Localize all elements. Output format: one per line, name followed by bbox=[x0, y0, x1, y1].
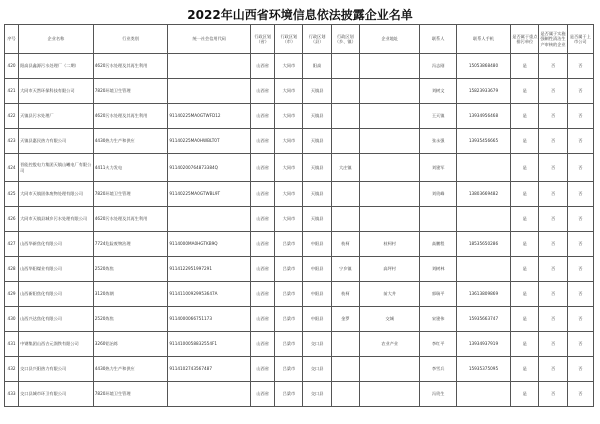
province: 山西省 bbox=[251, 129, 275, 154]
company-name: 晋能控股电力集团天镇山曦电厂有限公司 bbox=[19, 154, 94, 182]
credit-code: 9114100058832554F1 bbox=[168, 332, 251, 357]
table-row bbox=[5, 207, 594, 232]
contact-phone bbox=[456, 207, 510, 232]
address: 枝柯村 bbox=[359, 232, 420, 257]
company-name: 阳高县鑫源污水处理厂（二期） bbox=[19, 54, 94, 79]
province: 山西省 bbox=[251, 54, 275, 79]
row-number: 429 bbox=[5, 282, 19, 307]
row-number: 433 bbox=[5, 382, 19, 407]
contact-phone bbox=[456, 154, 510, 182]
clean-production-flag: 否 bbox=[539, 104, 567, 129]
contact-person: 宋建伟 bbox=[420, 307, 456, 332]
town bbox=[331, 207, 359, 232]
key-polluter-flag: 是 bbox=[511, 129, 539, 154]
company-name: 天镇县惠民热力有限公司 bbox=[19, 129, 94, 154]
table-row bbox=[5, 332, 594, 357]
table-row bbox=[5, 382, 594, 407]
clean-production-flag: 否 bbox=[539, 282, 567, 307]
clean-production-flag: 否 bbox=[539, 129, 567, 154]
address bbox=[359, 54, 420, 79]
company-name: 交口县兴阳热力有限公司 bbox=[19, 357, 94, 382]
industry-category: 4620污水处理及其再生利用 bbox=[93, 104, 168, 129]
table-row bbox=[5, 232, 594, 257]
contact-phone bbox=[456, 257, 510, 282]
clean-production-flag: 否 bbox=[539, 382, 567, 407]
company-name: 中钢集团山西吉元润铁有限公司 bbox=[19, 332, 94, 357]
county: 天镇县 bbox=[303, 154, 331, 182]
city: 吕梁市 bbox=[275, 382, 303, 407]
county: 中阳县 bbox=[303, 282, 331, 307]
header-cell: 序号 bbox=[5, 25, 19, 54]
row-number: 425 bbox=[5, 182, 19, 207]
address bbox=[359, 207, 420, 232]
clean-production-flag: 否 bbox=[539, 357, 567, 382]
header-cell: 行政区划（省） bbox=[251, 25, 275, 54]
key-polluter-flag: 是 bbox=[511, 307, 539, 332]
table-row bbox=[5, 307, 594, 332]
table-row bbox=[5, 154, 594, 182]
company-name: 交口县城市环卫有限公司 bbox=[19, 382, 94, 407]
contact-person: 刘树林 bbox=[420, 257, 456, 282]
listed-company-flag: 否 bbox=[567, 182, 593, 207]
contact-phone: 15823933679 bbox=[456, 79, 510, 104]
table-row bbox=[5, 257, 594, 282]
table-row bbox=[5, 54, 594, 79]
clean-production-flag: 否 bbox=[539, 54, 567, 79]
address bbox=[359, 104, 420, 129]
listed-company-flag: 否 bbox=[567, 257, 593, 282]
credit-code: 9114122951997291 bbox=[168, 257, 251, 282]
credit-code: 91140200764873384Q bbox=[168, 154, 251, 182]
contact-person: 王天镇 bbox=[420, 104, 456, 129]
header-cell: 联系人手机 bbox=[456, 25, 510, 54]
county: 交口县 bbox=[303, 382, 331, 407]
key-polluter-flag: 是 bbox=[511, 282, 539, 307]
company-name: 大同市天然环保科技有限公司 bbox=[19, 79, 94, 104]
row-number: 427 bbox=[5, 232, 19, 257]
contact-phone: 13934956468 bbox=[456, 104, 510, 129]
key-polluter-flag: 是 bbox=[511, 104, 539, 129]
county: 天镇县 bbox=[303, 207, 331, 232]
county: 天镇县 bbox=[303, 129, 331, 154]
contact-person: 刘建军 bbox=[420, 154, 456, 182]
listed-company-flag: 否 bbox=[567, 382, 593, 407]
clean-production-flag: 否 bbox=[539, 207, 567, 232]
address bbox=[359, 79, 420, 104]
town: 宁乡镇 bbox=[331, 257, 359, 282]
county: 天镇县 bbox=[303, 182, 331, 207]
contact-phone bbox=[456, 382, 510, 407]
company-name: 山西兴达焦化有限公司 bbox=[19, 307, 94, 332]
province: 山西省 bbox=[251, 382, 275, 407]
contact-phone: 13935456665 bbox=[456, 129, 510, 154]
table-row bbox=[5, 129, 594, 154]
contact-person: 刘贵峰 bbox=[420, 182, 456, 207]
listed-company-flag: 否 bbox=[567, 332, 593, 357]
industry-category: 4620污水处理及其再生利用 bbox=[93, 207, 168, 232]
town bbox=[331, 104, 359, 129]
contact-person: 高鹏程 bbox=[420, 232, 456, 257]
enterprise-table bbox=[4, 24, 594, 407]
company-name: 天镇县污水处理厂 bbox=[19, 104, 94, 129]
province: 山西省 bbox=[251, 257, 275, 282]
listed-company-flag: 否 bbox=[567, 357, 593, 382]
province: 山西省 bbox=[251, 182, 275, 207]
row-number: 431 bbox=[5, 332, 19, 357]
industry-category: 7820环境卫生管理 bbox=[93, 182, 168, 207]
credit-code: 91140225MA0GTWBL9T bbox=[168, 182, 251, 207]
contact-phone: 15935375095 bbox=[456, 357, 510, 382]
industry-category: 7820环境卫生管理 bbox=[93, 79, 168, 104]
header-cell: 行业类别 bbox=[93, 25, 168, 54]
key-polluter-flag: 是 bbox=[511, 232, 539, 257]
credit-code bbox=[168, 207, 251, 232]
table-header-row bbox=[5, 25, 594, 54]
contact-phone: 15935663747 bbox=[456, 307, 510, 332]
listed-company-flag: 否 bbox=[567, 232, 593, 257]
credit-code: 91140225MA0GTWFD12 bbox=[168, 104, 251, 129]
province: 山西省 bbox=[251, 154, 275, 182]
clean-production-flag: 否 bbox=[539, 257, 567, 282]
company-name: 大同市天镇县城乡污水处理有限公司 bbox=[19, 207, 94, 232]
contact-person: 郭瑞平 bbox=[420, 282, 456, 307]
province: 山西省 bbox=[251, 332, 275, 357]
row-number: 424 bbox=[5, 154, 19, 182]
contact-phone: 13803669482 bbox=[456, 182, 510, 207]
city: 大同市 bbox=[275, 54, 303, 79]
key-polluter-flag: 是 bbox=[511, 257, 539, 282]
contact-phone: 13613809869 bbox=[456, 282, 510, 307]
town bbox=[331, 182, 359, 207]
county: 天镇县 bbox=[303, 79, 331, 104]
city: 吕梁市 bbox=[275, 282, 303, 307]
contact-phone: 15053868480 bbox=[456, 54, 510, 79]
city: 吕梁市 bbox=[275, 307, 303, 332]
town: 金罗 bbox=[331, 307, 359, 332]
contact-phone: 13934937919 bbox=[456, 332, 510, 357]
city: 大同市 bbox=[275, 79, 303, 104]
city: 吕梁市 bbox=[275, 257, 303, 282]
address bbox=[359, 182, 420, 207]
row-number: 432 bbox=[5, 357, 19, 382]
industry-category: 4411火力发电 bbox=[93, 154, 168, 182]
county: 中阳县 bbox=[303, 257, 331, 282]
town bbox=[331, 129, 359, 154]
header-cell: 是否属于实施强制性清洁生产审核的企业 bbox=[539, 25, 567, 54]
company-name: 山西华阳煤业有限公司 bbox=[19, 257, 94, 282]
credit-code bbox=[168, 54, 251, 79]
industry-category: 2520炼焦 bbox=[93, 307, 168, 332]
credit-code bbox=[168, 79, 251, 104]
credit-code bbox=[168, 382, 251, 407]
industry-category: 7820环境卫生管理 bbox=[93, 382, 168, 407]
address: 前大井 bbox=[359, 282, 420, 307]
clean-production-flag: 否 bbox=[539, 232, 567, 257]
row-number: 423 bbox=[5, 129, 19, 154]
town bbox=[331, 357, 359, 382]
contact-person: 冯贵生 bbox=[420, 382, 456, 407]
clean-production-flag: 否 bbox=[539, 154, 567, 182]
key-polluter-flag: 是 bbox=[511, 332, 539, 357]
address bbox=[359, 382, 420, 407]
contact-phone: 18535650286 bbox=[456, 232, 510, 257]
key-polluter-flag: 是 bbox=[511, 154, 539, 182]
county: 中阳县 bbox=[303, 307, 331, 332]
table-row bbox=[5, 282, 594, 307]
header-cell: 企业名称 bbox=[19, 25, 94, 54]
table-row bbox=[5, 182, 594, 207]
header-cell: 行政区划（县） bbox=[303, 25, 331, 54]
table-body bbox=[5, 54, 594, 407]
industry-category: 3120炼钢 bbox=[93, 282, 168, 307]
town bbox=[331, 332, 359, 357]
industry-category: 4430热力生产和供应 bbox=[93, 357, 168, 382]
province: 山西省 bbox=[251, 79, 275, 104]
address bbox=[359, 154, 420, 182]
table-row bbox=[5, 104, 594, 129]
address: 交城 bbox=[359, 307, 420, 332]
industry-category: 2520炼焦 bbox=[93, 257, 168, 282]
page-title: 2022年山西省环境信息依法披露企业名单 bbox=[187, 8, 413, 22]
city: 大同市 bbox=[275, 104, 303, 129]
company-name: 大同市天镇固体废物处理有限公司 bbox=[19, 182, 94, 207]
address: 高坪村 bbox=[359, 257, 420, 282]
row-number: 422 bbox=[5, 104, 19, 129]
listed-company-flag: 否 bbox=[567, 104, 593, 129]
key-polluter-flag: 是 bbox=[511, 54, 539, 79]
contact-person: 李雪兵 bbox=[420, 357, 456, 382]
city: 大同市 bbox=[275, 182, 303, 207]
city: 吕梁市 bbox=[275, 332, 303, 357]
county: 交口县 bbox=[303, 332, 331, 357]
province: 山西省 bbox=[251, 307, 275, 332]
province: 山西省 bbox=[251, 357, 275, 382]
province: 山西省 bbox=[251, 207, 275, 232]
key-polluter-flag: 是 bbox=[511, 357, 539, 382]
header-cell: 联系人 bbox=[420, 25, 456, 54]
contact-person bbox=[420, 207, 456, 232]
clean-production-flag: 否 bbox=[539, 79, 567, 104]
industry-category: 4620污水处理及其再生利用 bbox=[93, 54, 168, 79]
key-polluter-flag: 是 bbox=[511, 382, 539, 407]
town: 大庄镇 bbox=[331, 154, 359, 182]
industry-category: 3260铝冶炼 bbox=[93, 332, 168, 357]
header-cell: 行政区划（乡、镇） bbox=[331, 25, 359, 54]
town: 枝柯 bbox=[331, 282, 359, 307]
listed-company-flag: 否 bbox=[567, 154, 593, 182]
address bbox=[359, 129, 420, 154]
key-polluter-flag: 是 bbox=[511, 207, 539, 232]
county: 天镇县 bbox=[303, 104, 331, 129]
company-name: 山西华新焦化有限公司 bbox=[19, 232, 94, 257]
province: 山西省 bbox=[251, 282, 275, 307]
row-number: 421 bbox=[5, 79, 19, 104]
table-row bbox=[5, 357, 594, 382]
header-cell: 企业地址 bbox=[359, 25, 420, 54]
listed-company-flag: 否 bbox=[567, 207, 593, 232]
listed-company-flag: 否 bbox=[567, 54, 593, 79]
header-cell: 行政区划（市） bbox=[275, 25, 303, 54]
clean-production-flag: 否 bbox=[539, 307, 567, 332]
city: 吕梁市 bbox=[275, 232, 303, 257]
listed-company-flag: 否 bbox=[567, 307, 593, 332]
header-cell: 是否属于重点排污单位 bbox=[511, 25, 539, 54]
table-row bbox=[5, 79, 594, 104]
header-cell: 统一社会信用代码 bbox=[168, 25, 251, 54]
address bbox=[359, 357, 420, 382]
town bbox=[331, 382, 359, 407]
row-number: 420 bbox=[5, 54, 19, 79]
credit-code: 9114000066751173 bbox=[168, 307, 251, 332]
province: 山西省 bbox=[251, 232, 275, 257]
city: 大同市 bbox=[275, 154, 303, 182]
county: 阳高 bbox=[303, 54, 331, 79]
credit-code: 9114102743567487 bbox=[168, 357, 251, 382]
industry-category: 7724危险废物治理 bbox=[93, 232, 168, 257]
credit-code: 91140225MA0HWBLT0T bbox=[168, 129, 251, 154]
key-polluter-flag: 是 bbox=[511, 182, 539, 207]
address: 农业产业 bbox=[359, 332, 420, 357]
row-number: 430 bbox=[5, 307, 19, 332]
town bbox=[331, 79, 359, 104]
header-cell: 是否属于上市公司 bbox=[567, 25, 593, 54]
contact-person: 冯志刚 bbox=[420, 54, 456, 79]
listed-company-flag: 否 bbox=[567, 129, 593, 154]
city: 吕梁市 bbox=[275, 357, 303, 382]
industry-category: 4430热力生产和供应 bbox=[93, 129, 168, 154]
city: 大同市 bbox=[275, 129, 303, 154]
key-polluter-flag: 是 bbox=[511, 79, 539, 104]
listed-company-flag: 否 bbox=[567, 282, 593, 307]
province: 山西省 bbox=[251, 104, 275, 129]
county: 中阳县 bbox=[303, 232, 331, 257]
row-number: 428 bbox=[5, 257, 19, 282]
town bbox=[331, 54, 359, 79]
clean-production-flag: 否 bbox=[539, 332, 567, 357]
city: 大同市 bbox=[275, 207, 303, 232]
town: 枝柯 bbox=[331, 232, 359, 257]
contact-person: 张永强 bbox=[420, 129, 456, 154]
county: 交口县 bbox=[303, 357, 331, 382]
company-name: 山西新阳焦化有限公司 bbox=[19, 282, 94, 307]
credit-code: 91141100929953647A bbox=[168, 282, 251, 307]
listed-company-flag: 否 bbox=[567, 79, 593, 104]
contact-person: 刘树文 bbox=[420, 79, 456, 104]
credit-code: 9114000MA0HGTKB9Q bbox=[168, 232, 251, 257]
row-number: 426 bbox=[5, 207, 19, 232]
clean-production-flag: 否 bbox=[539, 182, 567, 207]
contact-person: 李红平 bbox=[420, 332, 456, 357]
